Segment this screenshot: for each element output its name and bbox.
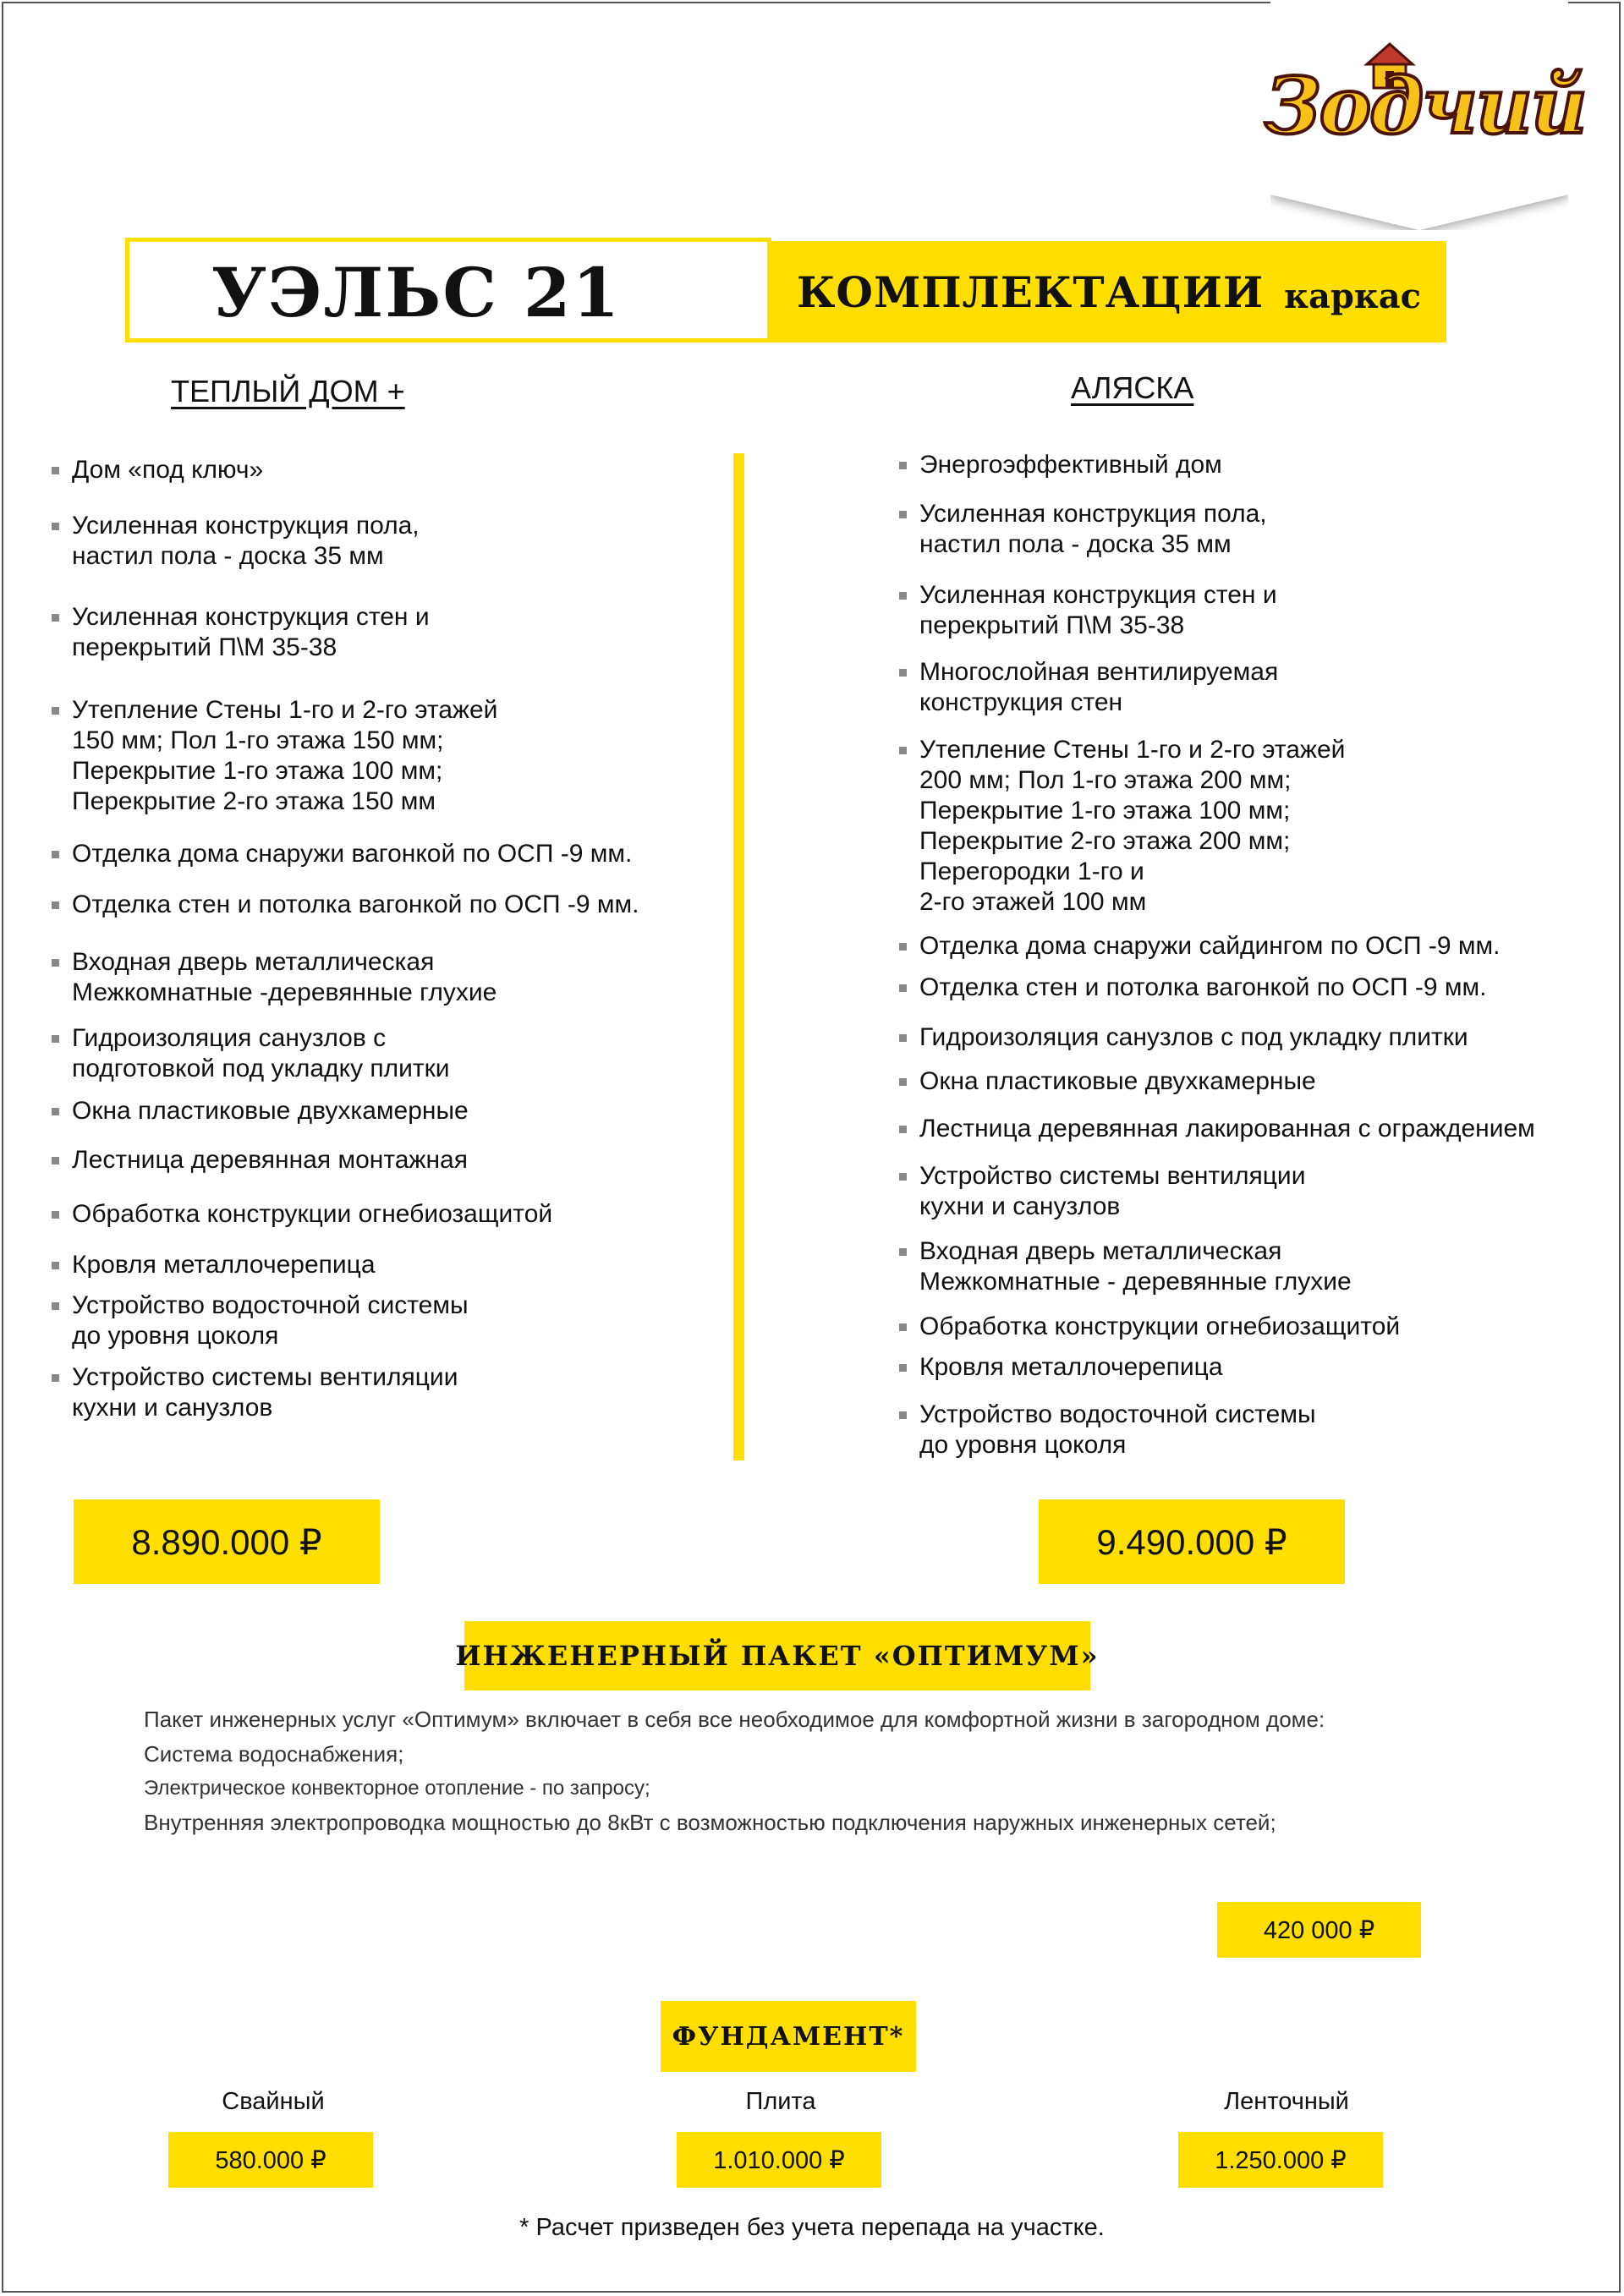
list-item-line: до уровня цоколя bbox=[919, 1431, 1127, 1459]
list-item-line: Усиленная конструкция стен и bbox=[72, 603, 430, 631]
list-item-line: Многослойная вентилируемая bbox=[919, 658, 1279, 686]
bullet-icon bbox=[899, 1126, 907, 1133]
list-item-line: Лестница деревянная монтажная bbox=[72, 1146, 468, 1174]
list-item-line: Устройство системы вентиляции bbox=[72, 1363, 458, 1391]
komplektacii-banner bbox=[771, 241, 1446, 342]
bullet-icon bbox=[52, 1108, 59, 1115]
foundation-label-svainyi: Свайный bbox=[222, 2088, 325, 2115]
list-item bbox=[919, 735, 1345, 918]
list-item bbox=[919, 657, 1278, 718]
bullet-icon bbox=[899, 462, 907, 469]
engineering-line: Система водоснабжения; bbox=[144, 1741, 404, 1767]
bullet-icon bbox=[899, 1078, 907, 1086]
bullet-icon bbox=[899, 592, 907, 600]
foundation-price-lentochnyi: 1.250.000 ₽ bbox=[1178, 2132, 1383, 2188]
bullet-icon bbox=[52, 1302, 59, 1310]
list-item bbox=[72, 602, 430, 663]
list-item bbox=[72, 1199, 552, 1230]
list-item bbox=[919, 499, 1267, 560]
list-item-line: конструкция стен bbox=[919, 688, 1123, 716]
list-item bbox=[919, 1236, 1352, 1297]
list-item bbox=[919, 1312, 1400, 1342]
bullet-icon bbox=[52, 1211, 59, 1219]
list-item-line: Устройство водосточной системы bbox=[72, 1291, 469, 1319]
list-item bbox=[72, 455, 263, 485]
komplektacii-label: КОМПЛЕКТАЦИИ bbox=[796, 266, 1265, 317]
bullet-icon bbox=[899, 747, 907, 754]
list-item bbox=[919, 973, 1487, 1003]
list-item bbox=[919, 1114, 1535, 1144]
list-item-line: Межкомнатные - деревянные глухие bbox=[919, 1268, 1352, 1296]
bullet-icon bbox=[52, 1374, 59, 1382]
list-item bbox=[919, 450, 1222, 480]
list-item-line: Отделка дома снаружи сайдингом по ОСП -9 мм. bbox=[919, 932, 1501, 960]
price-teplyi-dom: 8.890.000 ₽ bbox=[74, 1499, 380, 1584]
list-item-line: перекрытий П\М 35-38 bbox=[72, 633, 337, 661]
list-item-line: Усиленная конструкция пола, bbox=[919, 500, 1267, 528]
bullet-icon bbox=[52, 851, 59, 858]
bullet-icon bbox=[899, 511, 907, 518]
list-item-line: Кровля металлочерепица bbox=[72, 1251, 376, 1279]
list-item-line: Перегородки 1-го и bbox=[919, 858, 1144, 885]
list-item bbox=[72, 1023, 450, 1084]
engineering-title: ИНЖЕНЕРНЫЙ ПАКЕТ «ОПТИМУМ» bbox=[464, 1621, 1090, 1690]
list-item-line: Гидроизоляция санузлов с bbox=[72, 1024, 387, 1052]
list-item-line: Усиленная конструкция пола, bbox=[72, 512, 420, 540]
list-item-line: Лестница деревянная лакированная с ограждением bbox=[919, 1115, 1535, 1143]
list-item bbox=[919, 931, 1500, 962]
logo-wordmark[interactable]: Зодчий bbox=[1265, 60, 1586, 151]
list-item-line: Усиленная конструкция стен и bbox=[919, 581, 1277, 609]
list-item-line: 2-го этажей 100 мм bbox=[919, 888, 1147, 916]
column-heading-right: АЛЯСКА bbox=[1071, 370, 1194, 405]
bullet-icon bbox=[899, 1173, 907, 1181]
bullet-icon bbox=[52, 614, 59, 622]
bullet-icon bbox=[52, 1262, 59, 1269]
list-item bbox=[72, 695, 497, 817]
bullet-icon bbox=[52, 467, 59, 474]
foundation-price-plita: 1.010.000 ₽ bbox=[677, 2132, 881, 2188]
list-item bbox=[919, 1066, 1316, 1097]
bullet-icon bbox=[899, 669, 907, 677]
list-item-line: Окна пластиковые двухкамерные bbox=[919, 1067, 1316, 1095]
karkas-label: каркас bbox=[1284, 276, 1422, 316]
bullet-icon bbox=[899, 1364, 907, 1372]
list-item-line: Отделка стен и потолка вагонкой по ОСП -9 мм. bbox=[919, 973, 1487, 1001]
list-item-line: Межкомнатные -деревянные глухие bbox=[72, 978, 497, 1006]
list-item-line: Дом «под ключ» bbox=[72, 456, 264, 484]
list-item-line: кухни и санузлов bbox=[72, 1394, 273, 1422]
list-item bbox=[919, 1022, 1468, 1053]
list-item bbox=[72, 1096, 469, 1126]
list-item-line: Перекрытие 2-го этажа 150 мм bbox=[72, 787, 436, 815]
bullet-icon bbox=[52, 523, 59, 530]
bullet-icon bbox=[899, 943, 907, 951]
list-item bbox=[919, 580, 1277, 641]
bullet-icon bbox=[52, 707, 59, 715]
list-item-line: 150 мм; Пол 1-го этажа 150 мм; bbox=[72, 726, 444, 754]
bullet-icon bbox=[899, 1248, 907, 1256]
list-item-line: Устройство системы вентиляции bbox=[919, 1162, 1306, 1190]
page-title: УЭЛЬС 21 bbox=[211, 253, 622, 332]
list-item-line: Входная дверь металлическая bbox=[919, 1237, 1282, 1265]
bullet-icon bbox=[52, 959, 59, 967]
engineering-line: Пакет инженерных услуг «Оптимум» включает в себя все необходимое для комфортной жизни в загородном доме: bbox=[144, 1707, 1325, 1732]
engineering-line: Внутренняя электропроводка мощностью до 8кВт с возможностью подключения наружных инженерных сетей; bbox=[144, 1810, 1276, 1835]
foundation-label-plita: Плита bbox=[745, 2088, 816, 2115]
engineering-price: 420 000 ₽ bbox=[1217, 1902, 1421, 1958]
list-item bbox=[72, 511, 420, 572]
list-item-line: Отделка стен и потолка вагонкой по ОСП -9 мм. bbox=[72, 890, 639, 918]
list-item-line: перекрытий П\М 35-38 bbox=[919, 611, 1185, 639]
list-item-line: Утепление Стены 1-го и 2-го этажей bbox=[72, 696, 498, 724]
list-item-line: Перекрытие 1-го этажа 100 мм; bbox=[919, 797, 1291, 825]
bullet-icon bbox=[52, 1035, 59, 1043]
list-item-line: Отделка дома снаружи вагонкой по ОСП -9 мм. bbox=[72, 840, 633, 868]
foundation-price-svainyi: 580.000 ₽ bbox=[168, 2132, 373, 2188]
list-item-line: Перекрытие 2-го этажа 200 мм; bbox=[919, 827, 1291, 855]
list-item-line: Устройство водосточной системы bbox=[919, 1400, 1316, 1428]
list-item-line: Утепление Стены 1-го и 2-го этажей bbox=[919, 736, 1346, 764]
foundation-label-lentochnyi: Ленточный bbox=[1224, 2088, 1349, 2115]
list-item bbox=[72, 839, 632, 869]
list-item-line: Окна пластиковые двухкамерные bbox=[72, 1097, 469, 1125]
list-item bbox=[919, 1161, 1305, 1222]
list-item-line: Входная дверь металлическая bbox=[72, 948, 435, 976]
list-item-line: Энергоэффективный дом bbox=[919, 451, 1222, 479]
list-item bbox=[72, 890, 639, 920]
list-item-line: 200 мм; Пол 1-го этажа 200 мм; bbox=[919, 766, 1292, 794]
list-item bbox=[919, 1352, 1223, 1383]
bullet-icon bbox=[899, 1323, 907, 1331]
foundation-title: ФУНДАМЕНТ* bbox=[661, 2001, 916, 2072]
list-item-line: Обработка конструкции огнебиозащитой bbox=[919, 1312, 1401, 1340]
list-item bbox=[72, 1145, 468, 1175]
bullet-icon bbox=[899, 984, 907, 992]
list-item bbox=[72, 1362, 458, 1423]
list-item-line: до уровня цоколя bbox=[72, 1322, 279, 1350]
list-item-line: Кровля металлочерепица bbox=[919, 1353, 1223, 1381]
list-item-line: Гидроизоляция санузлов с под укладку плитки bbox=[919, 1023, 1468, 1051]
list-item bbox=[72, 1250, 376, 1280]
list-item-line: настил пола - доска 35 мм bbox=[919, 530, 1232, 558]
bullet-icon bbox=[899, 1411, 907, 1419]
list-item-line: Обработка конструкции огнебиозащитой bbox=[72, 1200, 553, 1228]
list-item-line: подготовкой под укладку плитки bbox=[72, 1055, 450, 1082]
column-divider bbox=[733, 453, 744, 1460]
bullet-icon bbox=[52, 901, 59, 909]
bullet-icon bbox=[899, 1034, 907, 1042]
list-item-line: настил пола - доска 35 мм bbox=[72, 542, 384, 570]
list-item-line: Перекрытие 1-го этажа 100 мм; bbox=[72, 757, 443, 785]
list-item bbox=[72, 1290, 469, 1351]
engineering-line: Электрическое конвекторное отопление - по запросу; bbox=[144, 1777, 650, 1800]
list-item bbox=[72, 947, 497, 1008]
footnote: * Расчет призведен без учета перепада на участке. bbox=[519, 2214, 1105, 2241]
price-alyaska: 9.490.000 ₽ bbox=[1039, 1499, 1345, 1584]
list-item bbox=[919, 1400, 1316, 1460]
bullet-icon bbox=[52, 1157, 59, 1164]
list-item-line: кухни и санузлов bbox=[919, 1192, 1121, 1220]
column-heading-left: ТЕПЛЫЙ ДОМ + bbox=[171, 374, 405, 408]
